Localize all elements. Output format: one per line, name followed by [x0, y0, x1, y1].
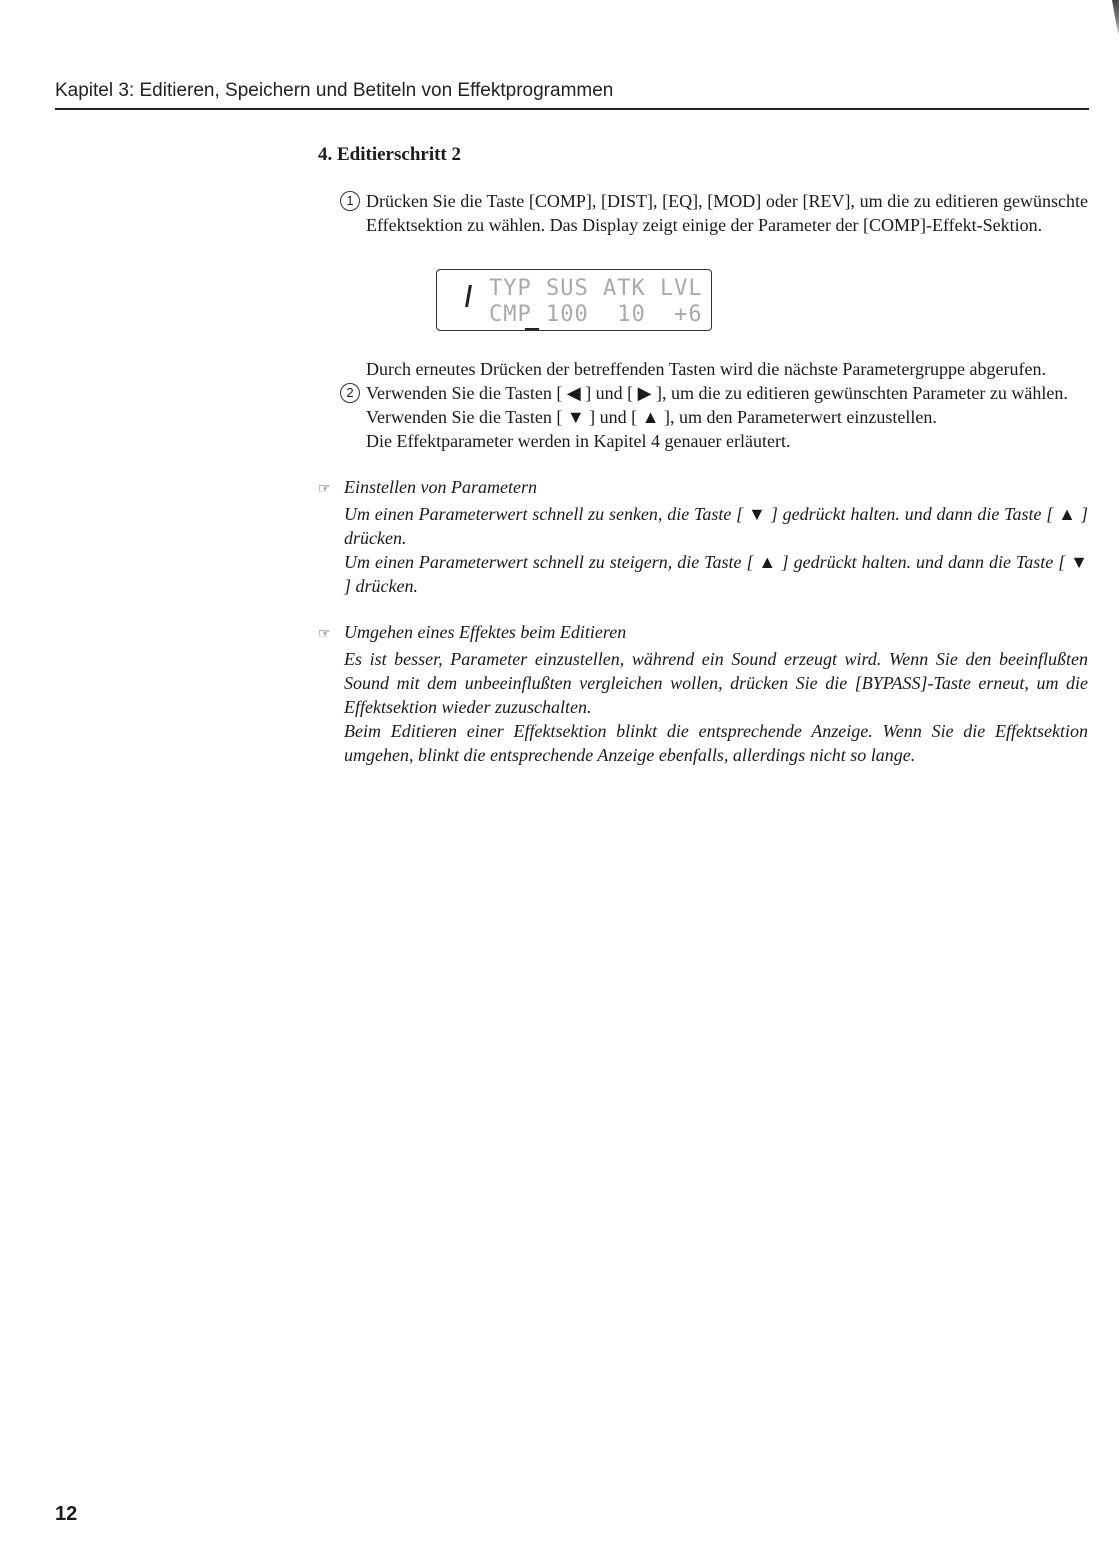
note-title: Einstellen von Parametern — [344, 477, 537, 497]
lcd-cursor-icon — [465, 285, 472, 307]
step-2-line: Verwenden Sie die Tasten [ ◀ ] und [ ▶ ], um die zu editieren gewünschten Parameter zu wählen. — [366, 383, 1068, 403]
note-title: Umgehen eines Effektes beim Editieren — [344, 622, 627, 642]
lcd-figure — [318, 237, 1088, 357]
step-2 — [318, 381, 1088, 453]
note-paragraph: Beim Editieren einer Effektsektion blinkt die entsprechende Anzeige. Wenn Sie die Effektsektion umgehen, blinkt die entsprechende Anzeige ebenfalls, allerdings nicht so lange. — [344, 721, 1088, 765]
lcd-display — [436, 269, 712, 331]
step-1 — [318, 189, 1088, 237]
step-1-text: Drücken Sie die Taste [COMP], [DIST], [EQ], [MOD] oder [REV], um die zu editieren gewünschte Effektsektion zu wählen. Das Display zeigt einige der Parameter der [COMP]-Effekt-Sektion. — [366, 191, 1088, 235]
lcd-line-2: CMP 100 10 +6 — [489, 302, 703, 327]
step-2-line: Die Effektparameter werden in Kapitel 4 genauer erläutert. — [366, 431, 791, 451]
lcd-selection-underline — [525, 328, 539, 330]
step-2-line: Verwenden Sie die Tasten [ ▼ ] und [ ▲ ], um den Parameterwert einzustellen. — [366, 407, 937, 427]
note-parameters — [318, 475, 1088, 598]
pointing-hand-icon: ☞ — [318, 482, 331, 497]
scan-corner-mark — [1109, 0, 1119, 38]
after-display-text: Durch erneutes Drücken der betreffenden Tasten wird die nächste Parametergruppe abgerufen. — [366, 359, 1046, 379]
section-title: 4. Editierschritt 2 — [318, 144, 462, 165]
lcd-line-1: TYP SUS ATK LVL — [489, 276, 703, 301]
note-bypass — [318, 620, 1088, 767]
header-rule — [55, 108, 1089, 110]
page-number: 12 — [55, 1503, 78, 1525]
step-number-2: 2 — [340, 383, 360, 403]
note-paragraph: Es ist besser, Parameter einzustellen, während ein Sound erzeugt wird. Wenn Sie den beeinflußten Sound mit dem unbeeinflußten vergleichen wollen, drücken Sie die [BYPASS]-Taste erneut, um die Effektsektion wieder zuzuschalten. — [344, 649, 1088, 717]
note-paragraph: Um einen Parameterwert schnell zu steigern, die Taste [ ▲ ] gedrückt halten. und dann die Taste [ ▼ ] drücken. — [344, 552, 1088, 596]
chapter-header: Kapitel 3: Editieren, Speichern und Betiteln von Effektprogrammen — [55, 80, 614, 101]
pointing-hand-icon: ☞ — [318, 627, 331, 642]
step-number-1: 1 — [340, 191, 360, 211]
note-paragraph: Um einen Parameterwert schnell zu senken, die Taste [ ▼ ] gedrückt halten. und dann die Taste [ ▲ ] drücken. — [344, 504, 1088, 548]
main-content — [318, 143, 1088, 767]
